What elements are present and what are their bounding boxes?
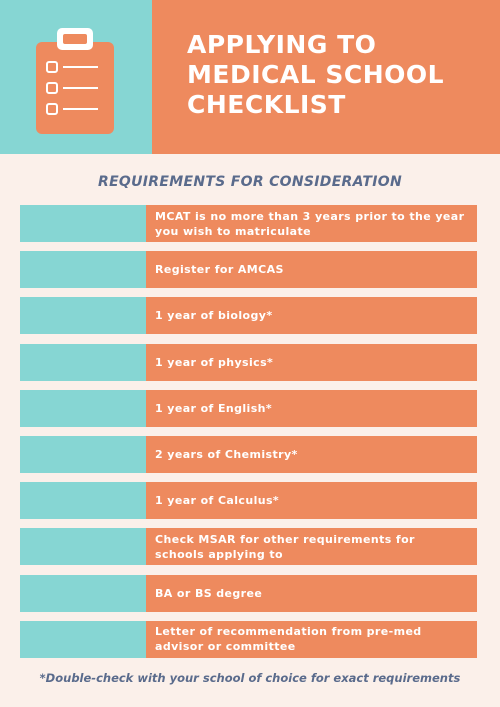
requirements-checklist bbox=[20, 205, 477, 667]
page-title: APPLYING TO MEDICAL SCHOOL CHECKLIST bbox=[187, 30, 445, 119]
checklist-item-check-area bbox=[20, 528, 146, 565]
checklist-item-check-area bbox=[20, 344, 146, 381]
checklist-item bbox=[20, 575, 477, 612]
checklist-item bbox=[20, 251, 477, 288]
checklist-item-body bbox=[146, 575, 477, 612]
checklist-item-check-area bbox=[20, 390, 146, 427]
checklist-item bbox=[20, 205, 477, 242]
checklist-item-label: 1 year of English* bbox=[155, 401, 273, 415]
checklist-item-check-area bbox=[20, 297, 146, 334]
checklist-item-body bbox=[146, 482, 477, 519]
checklist-item-body bbox=[146, 251, 477, 288]
checklist-item-label: 1 year of Calculus* bbox=[155, 494, 280, 508]
checklist-item-body bbox=[146, 297, 477, 334]
checklist-item bbox=[20, 482, 477, 519]
checklist-item-label: Register for AMCAS bbox=[155, 263, 284, 277]
checklist-item-check-area bbox=[20, 482, 146, 519]
checklist-item bbox=[20, 344, 477, 381]
checklist-item-label: Check MSAR for other requirements for schools applying to bbox=[155, 532, 415, 561]
checklist-item-label: 1 year of biology* bbox=[155, 309, 273, 323]
checklist-item-body bbox=[146, 390, 477, 427]
checklist-item-check-area bbox=[20, 251, 146, 288]
checklist-item-label: BA or BS degree bbox=[155, 586, 263, 600]
checklist-item bbox=[20, 390, 477, 427]
checklist-item-check-area bbox=[20, 436, 146, 473]
checklist-item-body bbox=[146, 205, 477, 242]
checklist-item-check-area bbox=[20, 205, 146, 242]
clipboard-checklist-icon bbox=[36, 28, 114, 134]
checklist-item-body bbox=[146, 436, 477, 473]
section-subtitle: REQUIREMENTS FOR CONSIDERATION bbox=[97, 174, 403, 190]
footnote: *Double-check with your school of choice for exact requirements bbox=[39, 671, 461, 685]
checklist-item-check-area bbox=[20, 575, 146, 612]
header bbox=[0, 0, 500, 154]
checklist-item-body bbox=[146, 528, 477, 565]
checklist-item-label: MCAT is no more than 3 years prior to the year you wish to matriculate bbox=[155, 209, 465, 238]
checklist-item-body bbox=[146, 621, 477, 658]
header-left-panel bbox=[0, 0, 152, 154]
checklist-item bbox=[20, 436, 477, 473]
checklist-item-label: 2 years of Chemistry* bbox=[155, 447, 298, 461]
checklist-item-check-area bbox=[20, 621, 146, 658]
checklist-item-body bbox=[146, 344, 477, 381]
checklist-item bbox=[20, 528, 477, 565]
checklist-item-label: Letter of recommendation from pre-med advisor or committee bbox=[155, 625, 422, 654]
checklist-item-label: 1 year of physics* bbox=[155, 355, 274, 369]
checklist-item bbox=[20, 621, 477, 658]
checklist-item bbox=[20, 297, 477, 334]
